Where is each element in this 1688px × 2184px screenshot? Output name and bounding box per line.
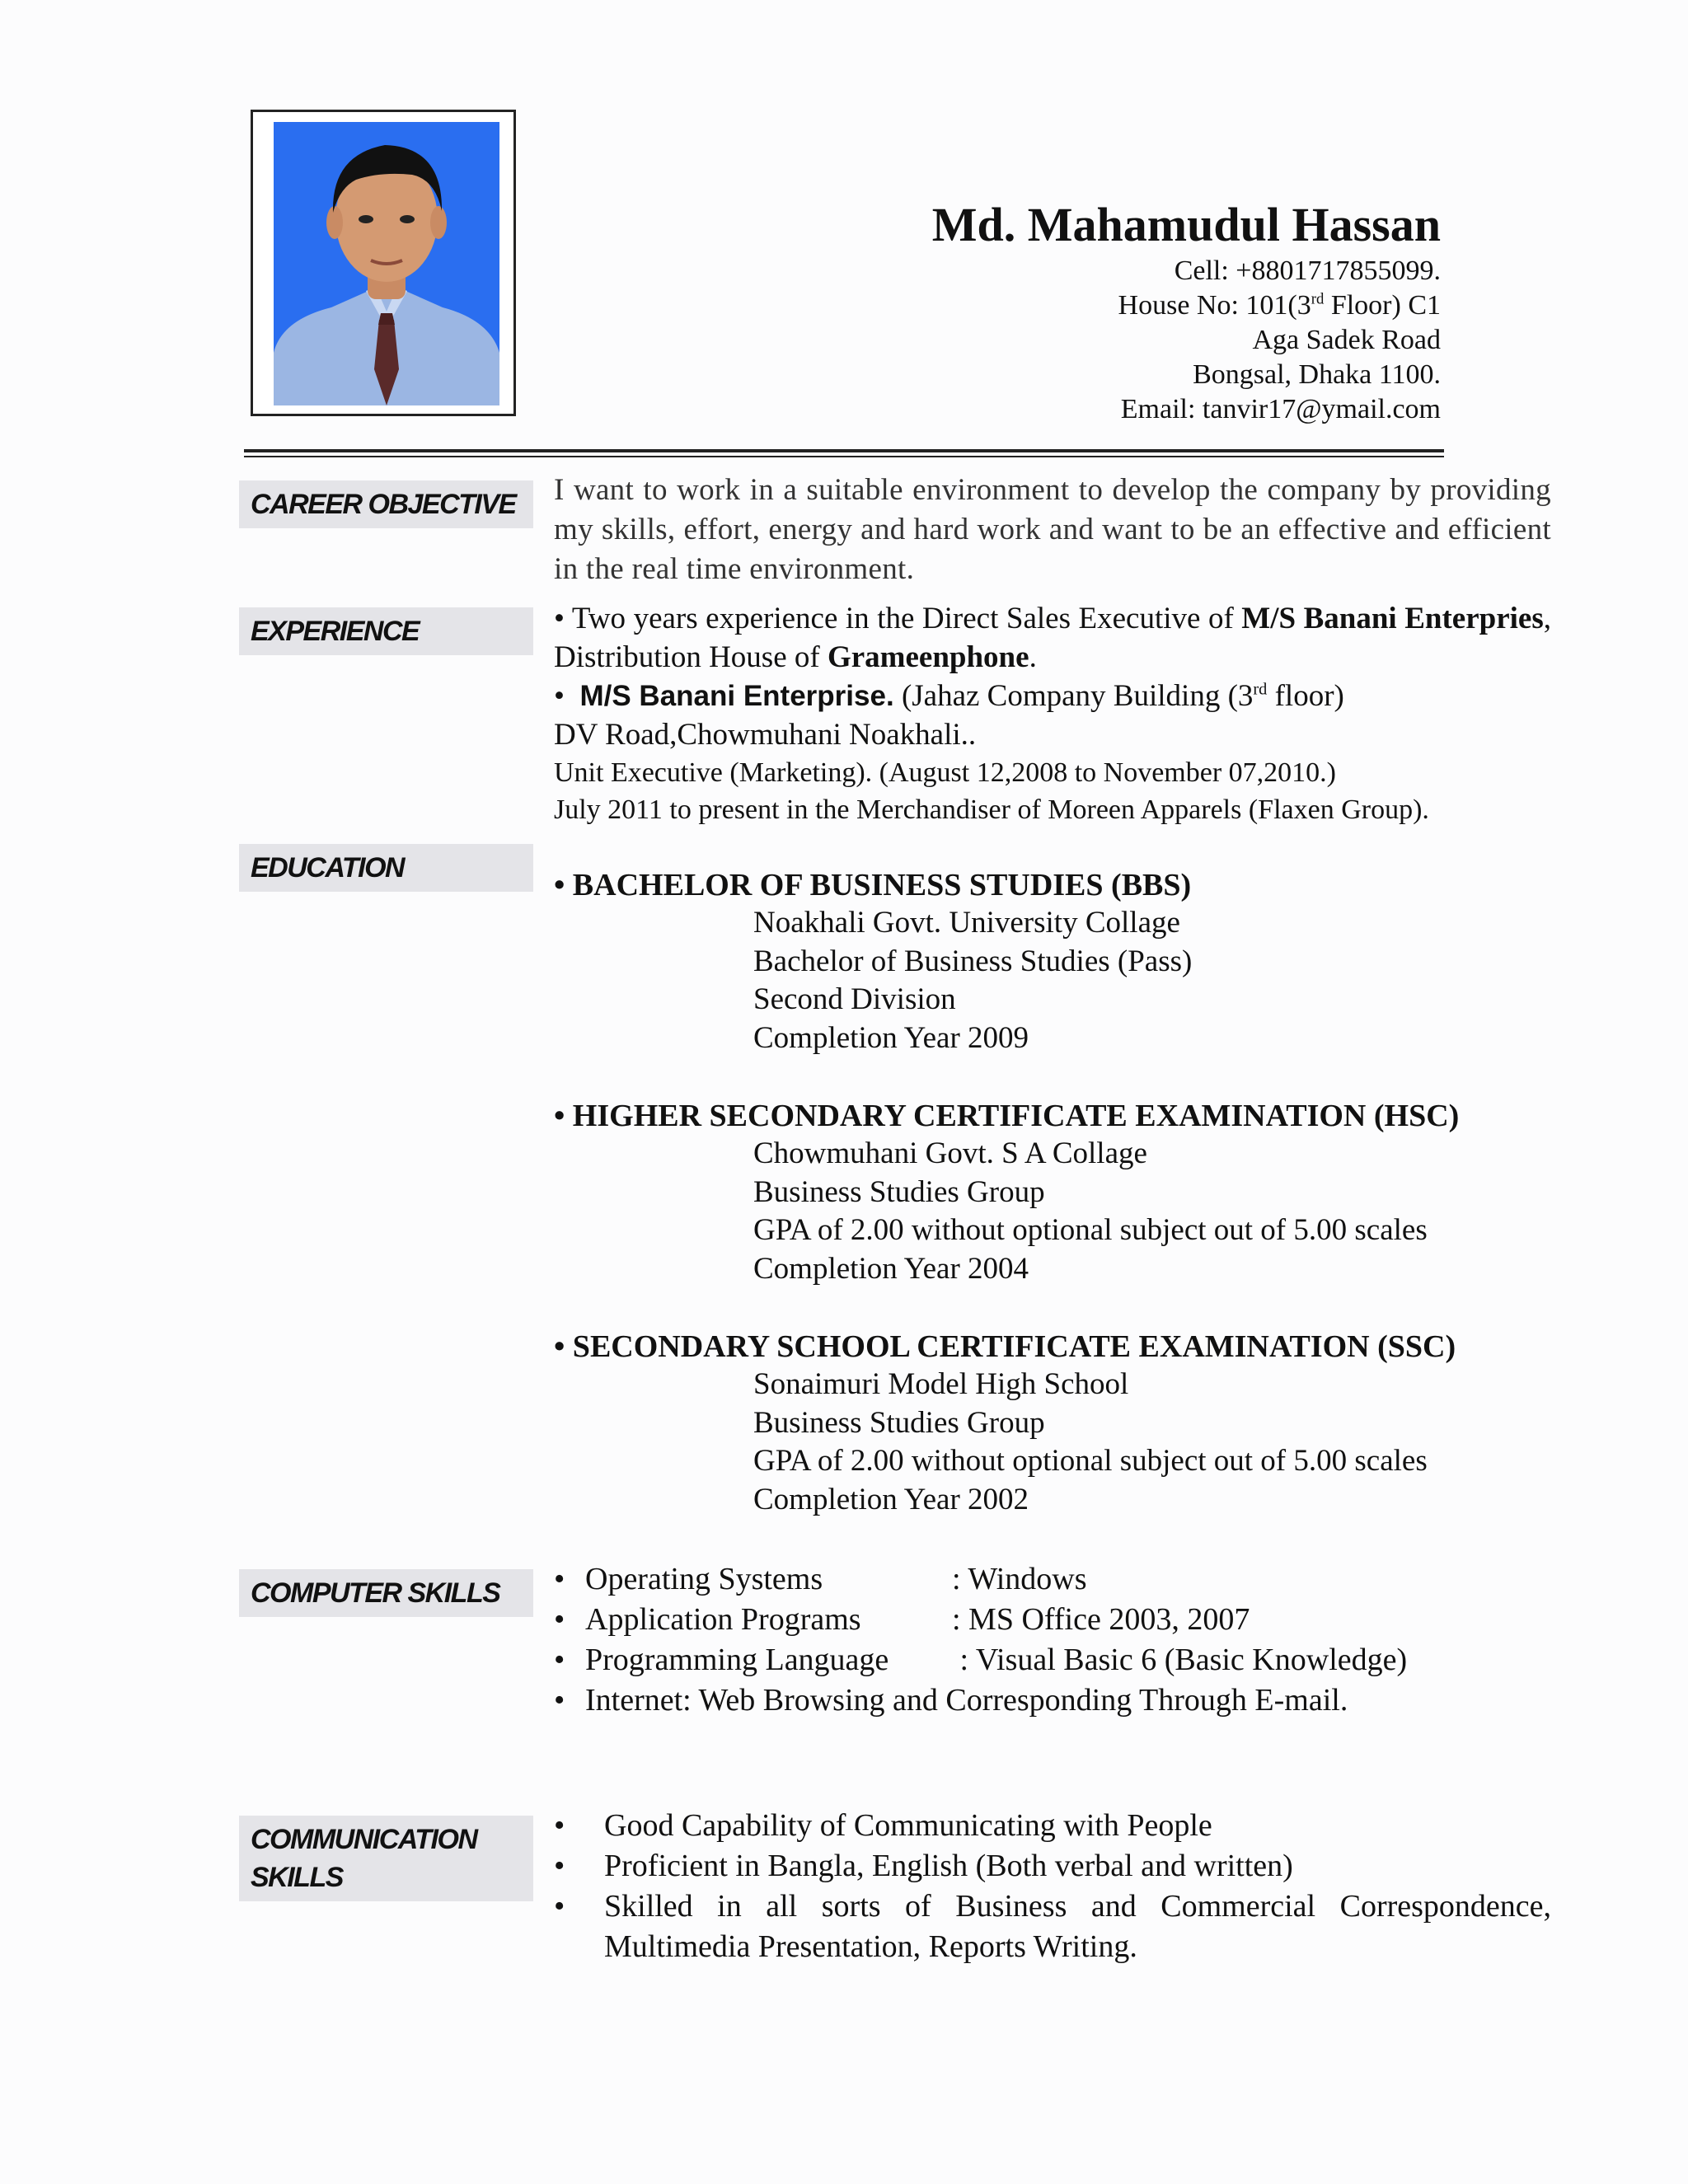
education-title-bbs: • BACHELOR OF BUSINESS STUDIES (BBS) [554,868,1192,902]
section-label-experience: EXPERIENCE [239,607,533,655]
list-item: • Proficient in Bangla, English (Both verbal and written) [554,1849,1293,1883]
area-address: Bongsal, Dhaka 1100. [1193,359,1441,390]
education-title-hsc: • HIGHER SECONDARY CERTIFICATE EXAMINATION (HSC) [554,1099,1460,1133]
profile-photo [274,122,499,405]
computer-skill-row: • Internet: Web Browsing and Corresponding Through E-mail. [554,1683,1348,1718]
experience-line-3: DV Road,Chowmuhani Noakhali.. [554,718,977,752]
section-label-computer-skills: COMPUTER SKILLS [239,1569,533,1617]
education-details-bbs: Noakhali Govt. University Collage Bachelor of Business Studies (Pass) Second Division Completion Year 2009 [753,906,1193,1055]
education-details-ssc: Sonaimuri Model High School Business Studies Group GPA of 2.00 without optional subject out of 5.00 scales Completion Year 2002 [753,1367,1428,1516]
contact-header [699,196,1441,427]
list-item: • Skilled in all sorts of Business and Commercial Correspondence, Multimedia Presentation, Reports Writing. [554,1889,1551,1964]
education-details-hsc: Chowmuhani Govt. S A Collage Business Studies Group GPA of 2.00 without optional subject out of 5.00 scales Completion Year 2004 [753,1137,1428,1286]
cell-number: Cell: +8801717855099. [1174,255,1441,286]
profile-photo-frame [251,110,516,416]
applicant-name: Md. Mahamudul Hassan [931,198,1441,251]
header-divider-thick [244,449,1444,452]
portrait-image [274,122,499,405]
road-address: Aga Sadek Road [1252,325,1441,355]
computer-skill-row: • Programming Language : Visual Basic 6 (Basic Knowledge) [554,1643,1408,1677]
communication-skills-list [554,1806,1551,1967]
experience-line-5: July 2011 to present in the Merchandiser of Moreen Apparels (Flaxen Group). [554,794,1429,825]
experience-line-2: • M/S Banani Enterprise. (Jahaz Company Building (3rd floor) [554,679,1344,713]
computer-skill-row: • Operating Systems : Windows [554,1562,1087,1596]
house-address: House No: 101(3rd Floor) C1 [1118,290,1441,321]
computer-skill-row: • Application Programs : MS Office 2003, 2007 [554,1602,1250,1637]
education-title-ssc: • SECONDARY SCHOOL CERTIFICATE EXAMINATION (SSC) [554,1329,1456,1364]
section-label-communication-skills: COMMUNICATION SKILLS [239,1816,533,1901]
experience-line-1: • Two years experience in the Direct Sales Executive of M/S Banani Enterpries, Distribution House of Grameenphone. [554,602,1552,674]
header-divider-thin [244,456,1444,457]
email-address: Email: tanvir17@ymail.com [1120,394,1441,424]
section-label-education: EDUCATION [239,844,533,892]
career-objective-text: I want to work in a suitable environment to develop the company by providing my skills, effort, energy and hard work and want to be an effective and efficient in the real time environment. [554,473,1551,586]
list-item: • Good Capability of Communicating with People [554,1808,1212,1843]
section-label-career-objective: CAREER OBJECTIVE [239,480,533,528]
experience-block [554,599,1551,828]
experience-line-4: Unit Executive (Marketing). (August 12,2008 to November 07,2010.) [554,757,1336,788]
